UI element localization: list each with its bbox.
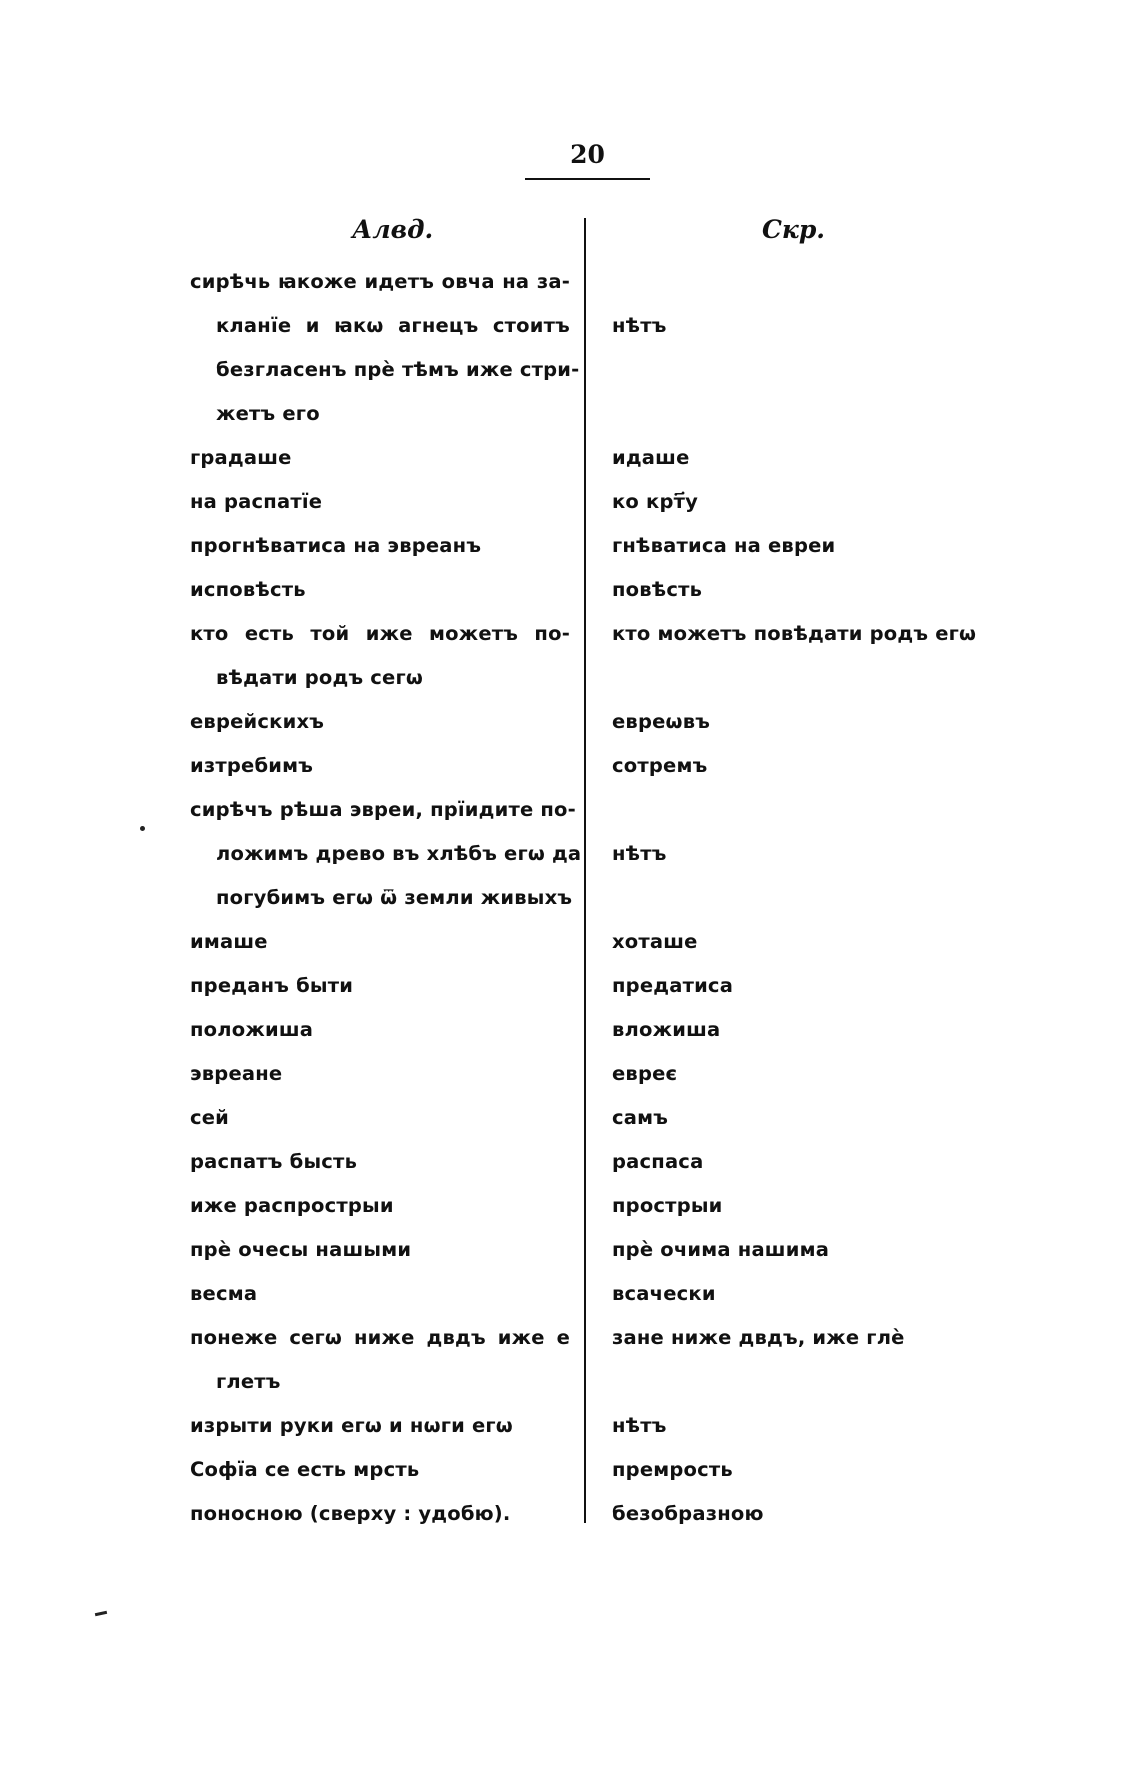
left-entry xyxy=(190,260,580,436)
left-entry xyxy=(190,1404,570,1448)
left-entry-line: понеже сегѡ ниже двдъ иже е xyxy=(190,1326,570,1349)
right-entry-line xyxy=(612,1360,1032,1404)
left-entry xyxy=(190,568,570,612)
right-entry xyxy=(612,1492,1032,1536)
right-entry xyxy=(612,1008,1032,1052)
left-entry-line: иже распрострыи xyxy=(190,1194,394,1217)
left-entry xyxy=(190,1228,570,1272)
right-entry xyxy=(612,1184,1032,1228)
left-entry-line: эвреане xyxy=(190,1062,283,1085)
left-entry xyxy=(190,1272,570,1316)
right-entry-line: гнѣватиса на евреи xyxy=(612,534,836,557)
right-entry-line: прѐ очима нашима xyxy=(612,1238,830,1261)
right-entry xyxy=(612,480,1032,524)
right-entry xyxy=(612,1228,1032,1272)
left-entry-line: сирѣчъ рѣша эвреи, прїидите по- xyxy=(190,798,576,821)
right-entry xyxy=(612,788,1032,920)
right-entry xyxy=(612,1448,1032,1492)
left-entry-line: еврейскихъ xyxy=(190,710,325,733)
right-entry xyxy=(612,920,1032,964)
left-entry xyxy=(190,1492,570,1536)
left-entry-line: сирѣчь ꙗкоже идетъ овча на за- xyxy=(190,270,570,293)
right-entry xyxy=(612,1404,1032,1448)
left-entry xyxy=(190,480,570,524)
right-entry-line: идаше xyxy=(612,446,690,469)
left-entry-line: безгласенъ прѐ тѣмъ иже стри- xyxy=(216,358,580,381)
right-entry-line: прострыи xyxy=(612,1194,723,1217)
right-entry-line: премрость xyxy=(612,1458,733,1481)
right-entry xyxy=(612,1272,1032,1316)
left-entry xyxy=(190,436,570,480)
right-entry xyxy=(612,260,1032,436)
column-divider xyxy=(584,218,586,1523)
left-entry xyxy=(190,1316,570,1404)
right-entry-line: всачески xyxy=(612,1282,716,1305)
left-entry xyxy=(190,1008,570,1052)
right-entry-line: хоташе xyxy=(612,930,698,953)
right-entry xyxy=(612,1316,1032,1404)
left-entry xyxy=(190,1096,570,1140)
right-entry-line xyxy=(612,788,1032,832)
ink-speck xyxy=(95,1611,107,1616)
left-entry xyxy=(190,1052,570,1096)
left-entry-line: жетъ его xyxy=(216,402,320,425)
left-entry-line: ложимъ древо въ хлѣбъ егѡ да xyxy=(216,842,582,865)
left-entry-line: имаше xyxy=(190,930,268,953)
right-entry-line xyxy=(612,656,1032,700)
left-entry-line: прѐ очесы нашыми xyxy=(190,1238,412,1261)
right-entry-line: нѣтъ xyxy=(612,314,667,337)
left-entry xyxy=(190,964,570,1008)
right-entry xyxy=(612,744,1032,788)
left-entry xyxy=(190,920,570,964)
left-entry-line: погубимъ егѡ ѿ земли живыхъ xyxy=(216,886,573,909)
left-column xyxy=(190,260,582,1536)
right-column xyxy=(612,260,1032,1536)
ink-speck xyxy=(140,826,145,831)
left-entry-line: кто есть той иже можетъ по- xyxy=(190,622,570,645)
right-entry xyxy=(612,612,1032,700)
right-entry xyxy=(612,436,1032,480)
right-entry xyxy=(612,964,1032,1008)
right-entry xyxy=(612,568,1032,612)
right-entry-line xyxy=(612,392,1032,436)
left-entry xyxy=(190,1184,570,1228)
right-entry xyxy=(612,1096,1032,1140)
right-entry-line xyxy=(612,876,1032,920)
right-entry-line: евреє xyxy=(612,1062,678,1085)
left-entry-line: глетъ xyxy=(216,1370,281,1393)
left-entry-line: преданъ быти xyxy=(190,974,354,997)
left-entry-line: Софїа се есть мрсть xyxy=(190,1458,420,1481)
left-entry xyxy=(190,700,570,744)
left-entry-line: весма xyxy=(190,1282,258,1305)
page-number: 20 xyxy=(570,140,605,169)
right-entry-line: повѣсть xyxy=(612,578,703,601)
left-entry-line: градаше xyxy=(190,446,292,469)
left-entry xyxy=(190,788,582,920)
right-entry-line xyxy=(612,260,1032,304)
right-entry-line: нѣтъ xyxy=(612,842,667,865)
right-entry-line: распаса xyxy=(612,1150,704,1173)
right-entry-line: кто можетъ повѣдати родъ егѡ xyxy=(612,622,977,645)
right-entry-line: вложиша xyxy=(612,1018,721,1041)
column-heading-right: Скр. xyxy=(762,215,826,244)
right-entry-line: предатиса xyxy=(612,974,734,997)
left-entry-line: распатъ бысть xyxy=(190,1150,358,1173)
left-entry-line: поносною (сверху : удобю). xyxy=(190,1502,511,1525)
left-entry-line: прогнѣватиса на эвреанъ xyxy=(190,534,482,557)
column-heading-left: Алвд. xyxy=(352,215,434,244)
left-entry-line: на распатїе xyxy=(190,490,323,513)
right-entry-line: евреѡвъ xyxy=(612,710,711,733)
left-entry xyxy=(190,1448,570,1492)
left-entry xyxy=(190,1140,570,1184)
left-entry-line: изрыти руки егѡ и нѡги егѡ xyxy=(190,1414,513,1437)
left-entry-line: сей xyxy=(190,1106,230,1129)
left-entry-line: положиша xyxy=(190,1018,314,1041)
right-entry xyxy=(612,524,1032,568)
right-entry-line: самъ xyxy=(612,1106,669,1129)
left-entry-line: изтребимъ xyxy=(190,754,314,777)
right-entry-line xyxy=(612,348,1032,392)
right-entry xyxy=(612,1052,1032,1096)
left-entry xyxy=(190,744,570,788)
right-entry-line: ко крт҃у xyxy=(612,490,699,513)
right-entry-line: нѣтъ xyxy=(612,1414,667,1437)
left-entry-line: исповѣсть xyxy=(190,578,306,601)
left-entry-line: кланїе и ꙗкѡ агнецъ стоитъ xyxy=(216,314,570,337)
right-entry-line: зане ниже двдъ, иже глѐ xyxy=(612,1326,905,1349)
left-entry xyxy=(190,612,570,700)
left-entry xyxy=(190,524,570,568)
right-entry-line: сотремъ xyxy=(612,754,708,777)
left-entry-line: вѣдати родъ сегѡ xyxy=(216,666,424,689)
right-entry xyxy=(612,1140,1032,1184)
right-entry-line: безобразною xyxy=(612,1502,764,1525)
page-number-rule xyxy=(525,178,650,180)
right-entry xyxy=(612,700,1032,744)
